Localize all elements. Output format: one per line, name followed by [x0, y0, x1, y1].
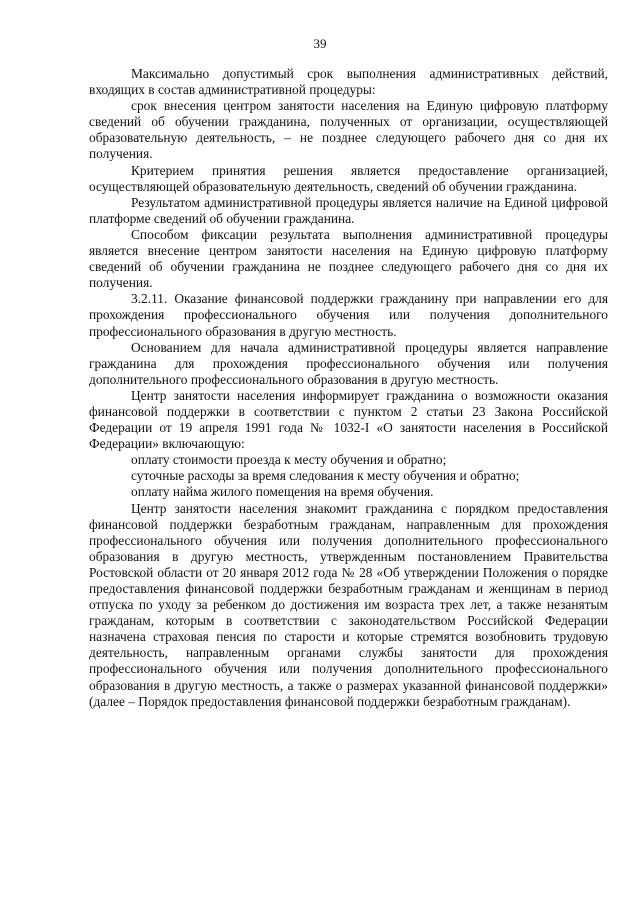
list-item-daily-expenses: суточные расходы за время следования к месту обучения и обратно; — [131, 468, 520, 484]
paragraph-decision-criterion: Критерием принятия решения является предоставление организацией, осуществляющей образовательную деятельность, сведений об обучении гражданина. — [89, 162, 608, 194]
paragraph-section-3-2-11: 3.2.11. Оказание финансовой поддержки гражданину при направлении его для прохождения профессионального обучения или получения дополнительного профессионального образования в другую местность. — [89, 291, 608, 339]
paragraph-deadline: срок внесения центром занятости населения на Единую цифровую платформу сведений об обучении гражданина, полученных от организации, осуществляющей образовательную деятельность, – не позднее следующего рабочего дня со дня их получения. — [89, 98, 608, 162]
paragraph-basis: Основанием для начала административной процедуры является направление гражданина для прохождения профессионального обучения или получения дополнительного профессионального образования в другую местность. — [89, 339, 608, 387]
list-item-travel: оплату стоимости проезда к месту обучения и обратно; — [131, 452, 447, 468]
paragraph-informing: Центр занятости населения информирует гражданина о возможности оказания финансовой поддержки в соответствии с пунктом 2 статьи 23 Закона Российской Федерации от 19 апреля 1991 года № 1032-I «О занятости населения в Российской Федерации» включающую: — [89, 387, 608, 452]
paragraph-max-duration: Максимально допустимый срок выполнения административных действий, входящих в состав административной процедуры: — [89, 66, 608, 98]
document-body — [89, 66, 608, 710]
list-item-housing: оплату найма жилого помещения на время обучения. — [131, 484, 434, 500]
paragraph-recording-method: Способом фиксации результата выполнения административной процедуры является внесение центром занятости населения на Единую цифровую платформу сведений об обучении гражданина не позднее следующего рабочего дня со дня их получения. — [89, 226, 608, 291]
page-number: 39 — [313, 36, 327, 51]
paragraph-procedure-familiarization: Центр занятости населения знакомит гражданина с порядком предоставления финансовой поддержки безработным гражданам, направленным для прохождения профессионального обучения или получения дополнительного профессионального образования в другую местность, утвержденным постановлением Правительства Ростовской области от 20 января 2012 года № 28 «Об утверждении Положения о порядке предоставления финансовой поддержки безработным гражданам и женщинам в период отпуска по уходу за ребенком до достижения им возраста трех лет, а также незанятым гражданам, которым в соответствии с законодательством Российской Федерации назначена страховая пенсия по старости и которые стремятся возобновить трудовую деятельность, направленным органами службы занятости для прохождения профессионального обучения или получения дополнительного профессионального образования в другую местность, а также о размерах указанной финансовой поддержки» (далее – Порядок предоставления финансовой поддержки безработным гражданам). — [89, 500, 608, 709]
paragraph-result: Результатом административной процедуры является наличие на Единой цифровой платформе сведений об обучении гражданина. — [89, 194, 608, 226]
